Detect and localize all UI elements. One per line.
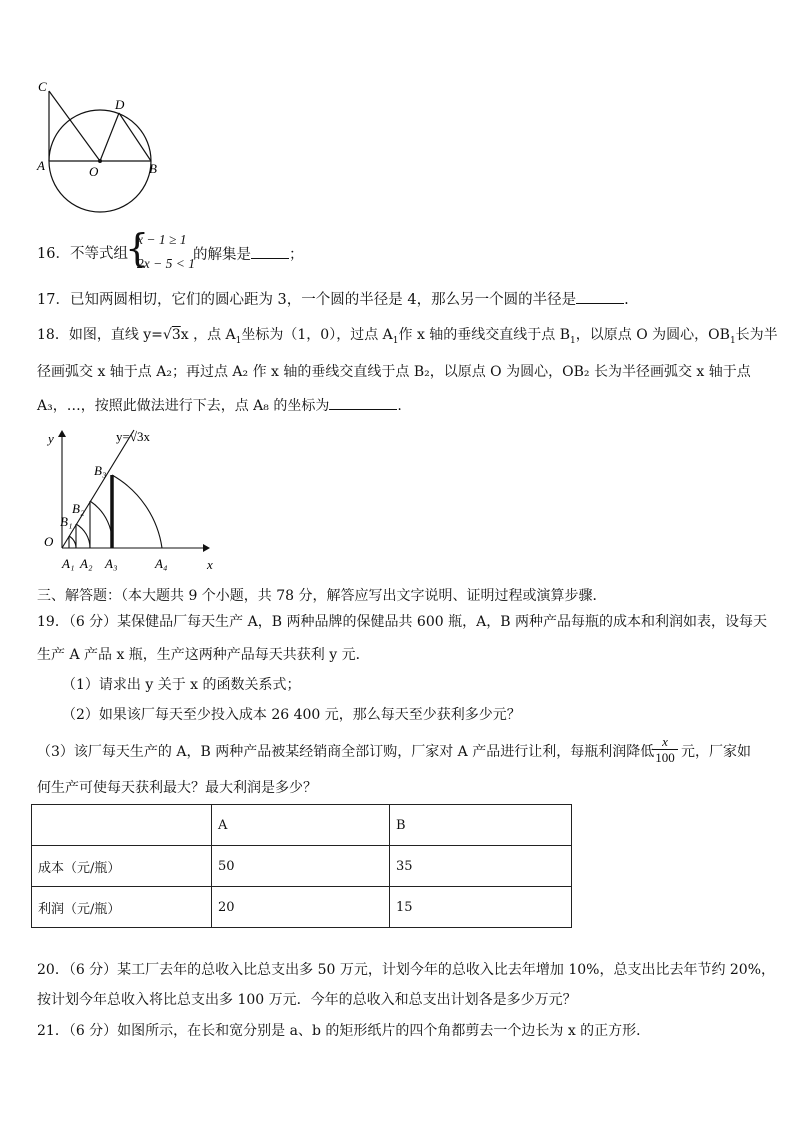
q19-part3c: 何生产可使每天获利最大？最大利润是多少？ [37, 780, 317, 796]
table-cell: 50 [212, 846, 390, 887]
q17-text: 17．已知两圆相切，它们的圆心距为 3，一个圆的半径是 4，那么另一个圆的半径是 [37, 292, 577, 308]
line-y-sqrt3x [62, 430, 134, 548]
table-header-a: A [212, 805, 390, 846]
table-cell: 35 [390, 846, 572, 887]
q19-part1: （1）请求出 y 关于 x 的函数关系式； [62, 677, 301, 693]
q20-line1: 20．（6 分）某工厂去年的总收入比总支出多 50 万元，计划今年的总收入比去年增加 10%，总支出比去年节约 20%， [37, 962, 776, 978]
q16-suffix [193, 244, 304, 265]
label-d: D [115, 97, 125, 112]
section-3-heading: 三、解答题：（本大题共 9 个小题，共 78 分，解答应写出文字说明、证明过程或演算步骤． [37, 588, 607, 604]
system-brace: { [125, 226, 150, 270]
q19-line1: 19．（6 分）某保健品厂每天生产 A，B 两种品牌的保健品共 600 瓶，A，B 两种产品每瓶的成本和利润如表，设每天 [37, 614, 767, 630]
segment-co [49, 91, 100, 161]
circle-tangent-figure [30, 75, 170, 220]
label-c: C [38, 79, 47, 94]
axis-y-label: y [48, 431, 54, 446]
origin-label: O [44, 534, 54, 549]
label-a3: A₃ [105, 556, 118, 571]
q18-line2: 径画弧交 x 轴于点 A₂；再过点 A₂ 作 x 轴的垂线交直线于点 B₂，以原点 O 为圆心，OB₂ 长为半径画弧交 x 轴于点 [37, 364, 751, 380]
table-cell: 利润（元/瓶） [32, 887, 212, 928]
q19-part3a: （3）该厂每天生产的 A，B 两种产品被某经销商全部订购，厂家对 A 产品进行让利，每瓶利润降低 [37, 744, 655, 760]
label-b2: B₂ [72, 501, 85, 516]
line-label: y=√3x [116, 429, 150, 444]
q16-prefix: 16．不等式组 [37, 246, 128, 262]
label-b: B [149, 161, 157, 176]
segment-db [119, 113, 151, 161]
table-cell: 成本（元/瓶） [32, 846, 212, 887]
table-cell: 20 [212, 887, 390, 928]
label-a4: A₄ [155, 556, 168, 571]
q16-end: ； [289, 247, 304, 263]
arc-construction-figure [40, 425, 215, 575]
q16-inequality-1: x − 1 ≥ 1 [137, 232, 187, 247]
q18-line1: 18．如图，直线 y=√3x ，点 $A_1$坐标为（1，0），过点 $A_1$作 x 轴的垂线交直线于点 $B_1$，以原点 O 为圆心，$OB_1$长为半 [37, 327, 778, 346]
q19-part2: （2）如果该厂每天至少投入成本 26 400 元，那么每天至少获利多少元？ [62, 707, 521, 723]
table-cell: 15 [390, 887, 572, 928]
q16-inequality-2: 2x − 5 < 1 [137, 256, 195, 271]
frac-denominator: 100 [655, 750, 675, 765]
table-header-row [32, 805, 572, 846]
q17-answer-blank [576, 289, 624, 304]
q21-line1: 21．（6 分）如图所示，在长和宽分别是 a、b 的矩形纸片的四个角都剪去一个边长为 x 的正方形． [37, 1023, 651, 1039]
table-row [32, 887, 572, 928]
q18-answer-blank [329, 395, 397, 410]
q20-line2: 按计划今年总收入将比总支出多 100 万元．今年的总收入和总支出计划各是多少万元？ [37, 992, 577, 1008]
axis-x-label: x [207, 557, 213, 572]
label-a: A [37, 158, 45, 173]
q16-suffix-text: 的解集是 [193, 247, 251, 263]
q19-part3b: 元，厂家如 [681, 744, 751, 760]
sqrt3: √3 [162, 327, 181, 343]
table-cell [32, 805, 212, 846]
table-row [32, 846, 572, 887]
table-header-b: B [390, 805, 572, 846]
frac-numerator: x [652, 734, 678, 750]
label-o: O [89, 164, 99, 179]
label-b3: B₃ [94, 463, 107, 478]
q17-end: . [624, 292, 629, 308]
cost-profit-table [31, 804, 572, 928]
q17 [37, 289, 629, 310]
q16-answer-blank [251, 244, 289, 259]
segment-od [100, 113, 119, 161]
fraction-x-over-100 [652, 734, 678, 766]
label-b1: B₁ [60, 514, 73, 529]
q18-line3: A₃，…，按照此做法进行下去，点 A₈ 的坐标为 . [37, 395, 402, 416]
q19-line2: 生产 A 产品 x 瓶，生产这两种产品每天共获利 y 元． [37, 647, 370, 663]
label-a1: A₁ [62, 556, 75, 571]
label-a2: A₂ [80, 556, 93, 571]
